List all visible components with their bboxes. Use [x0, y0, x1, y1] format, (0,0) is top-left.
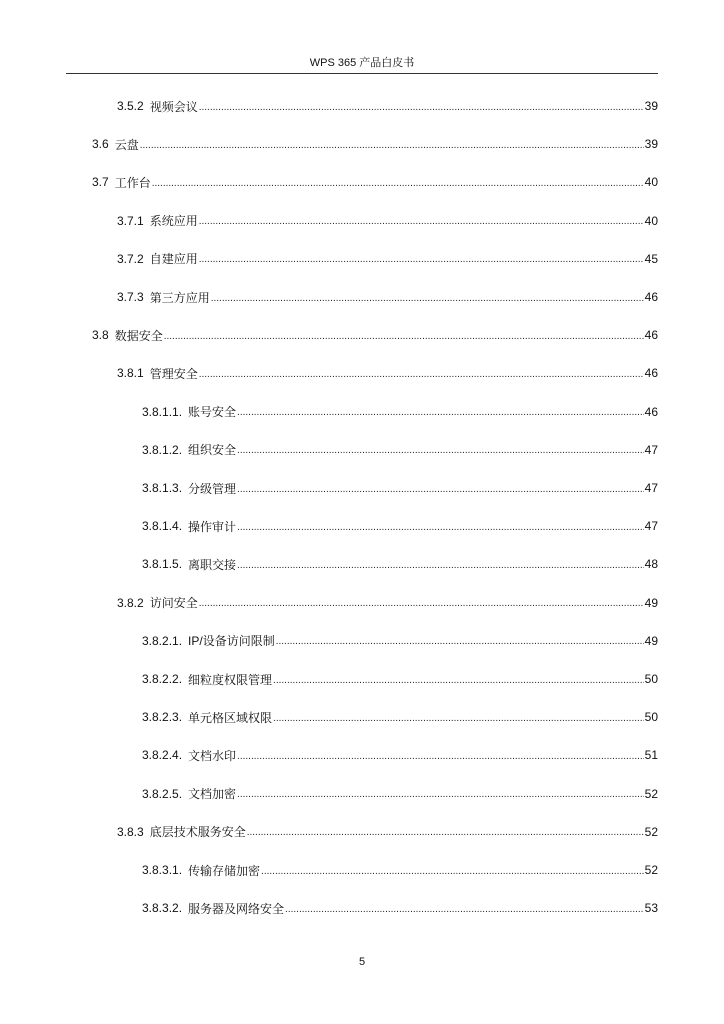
toc-entry[interactable]: [92, 173, 658, 191]
toc-entry-number: 3.8.1.3.: [142, 481, 183, 495]
dot-leader: [285, 904, 644, 915]
toc-entry-page: 52: [644, 824, 658, 839]
toc-entry-title: 第三方应用: [149, 290, 210, 305]
toc-entry-page: 52: [644, 786, 658, 801]
toc-entry[interactable]: [142, 861, 658, 879]
dot-leader: [237, 407, 644, 418]
toc-entry-title: 云盘: [114, 137, 139, 152]
toc-entry-page: 39: [644, 99, 658, 113]
toc-entry-number: 3.8: [92, 328, 109, 343]
dot-leader: [276, 636, 644, 647]
toc-entry[interactable]: [142, 632, 658, 650]
toc-entry[interactable]: [142, 555, 658, 573]
toc-entry-page: 40: [644, 213, 658, 228]
dot-leader: [199, 216, 644, 227]
toc-entry[interactable]: [92, 326, 658, 344]
dot-leader: [237, 560, 644, 571]
toc-entry[interactable]: [117, 364, 658, 382]
toc-entry-page: 46: [644, 366, 658, 381]
dot-leader: [261, 866, 644, 877]
dot-leader: [164, 331, 644, 342]
toc-entry-number: 3.8.1: [117, 366, 144, 381]
toc-entry[interactable]: [142, 670, 658, 688]
toc-entry-page: 40: [644, 175, 658, 190]
toc-entry-page: 46: [644, 290, 658, 304]
dot-leader: [237, 445, 644, 456]
toc-entry-page: 47: [644, 442, 658, 457]
toc-entry[interactable]: [117, 823, 658, 841]
toc-entry[interactable]: [117, 250, 658, 268]
dot-leader: [211, 293, 644, 304]
toc-entry-title: IP/设备访问限制: [188, 634, 275, 649]
toc-entry-title: 组织安全: [188, 443, 237, 458]
toc-entry-number: 3.8.1.5.: [142, 557, 183, 572]
toc-entry-title: 分级管理: [188, 481, 237, 496]
toc-entry-title: 自建应用: [149, 252, 198, 267]
toc-entry-title: 服务器及网络安全: [188, 901, 285, 916]
toc-entry[interactable]: [142, 403, 658, 421]
toc-entry-number: 3.8.2: [117, 595, 144, 610]
page-number: 5: [358, 956, 366, 968]
toc-entry-title: 底层技术服务安全: [149, 825, 246, 840]
dot-leader: [247, 827, 644, 838]
toc-entry-page: 48: [644, 557, 658, 572]
toc-entry-number: 3.8.3: [117, 824, 144, 839]
toc-entry-title: 视频会议: [149, 99, 198, 114]
toc-entry[interactable]: [142, 517, 658, 535]
toc-entry-page: 52: [644, 863, 658, 877]
toc-entry-page: 39: [644, 137, 658, 152]
dot-leader: [237, 522, 644, 533]
toc-entry-title: 文档加密: [188, 787, 237, 802]
toc-entry-page: 46: [644, 404, 658, 419]
toc-entry[interactable]: [117, 97, 658, 115]
toc-entry[interactable]: [142, 746, 658, 764]
toc-entry-number: 3.8.2.5.: [142, 786, 183, 801]
toc-entry-number: 3.8.2.2.: [142, 672, 183, 686]
toc-entry-number: 3.8.2.4.: [142, 748, 183, 763]
dot-leader: [199, 254, 644, 265]
header-divider: [66, 73, 658, 74]
dot-leader: [237, 751, 644, 762]
dot-leader: [140, 140, 644, 151]
toc-entry-number: 3.8.2.3.: [142, 710, 183, 725]
toc-entry[interactable]: [142, 441, 658, 459]
toc-entry[interactable]: [117, 212, 658, 230]
toc-entry-number: 3.6: [92, 137, 109, 152]
toc-entry-title: 访问安全: [149, 596, 198, 611]
toc-entry-page: 53: [644, 901, 658, 916]
toc-entry-title: 操作审计: [188, 519, 237, 534]
toc-entry-title: 管理安全: [149, 366, 198, 381]
toc-entry[interactable]: [142, 479, 658, 497]
toc-entry-title: 数据安全: [114, 328, 163, 343]
dot-leader: [273, 713, 644, 724]
toc-entry-title: 单元格区域权限: [188, 710, 273, 725]
toc-entry-number: 3.7: [92, 175, 109, 190]
toc-entry[interactable]: [117, 594, 658, 612]
toc-entry-page: 51: [644, 748, 658, 763]
toc-entry-title: 账号安全: [188, 405, 237, 420]
toc-entry[interactable]: [142, 708, 658, 726]
toc-entry-page: 49: [644, 595, 658, 610]
toc-entry-page: 46: [644, 328, 658, 343]
toc-entry-page: 47: [644, 481, 658, 495]
toc-entry-page: 50: [644, 672, 658, 686]
toc-entry-number: 3.7.3: [117, 290, 144, 304]
dot-leader: [152, 178, 644, 189]
toc-entry-title: 细粒度权限管理: [188, 672, 273, 687]
toc-entry[interactable]: [117, 288, 658, 306]
toc-entry-number: 3.8.2.1.: [142, 633, 183, 648]
toc-entry-number: 3.8.1.1.: [142, 404, 183, 419]
toc-entry-title: 文档水印: [188, 748, 237, 763]
toc-entry-page: 47: [644, 519, 658, 534]
toc-entry-title: 系统应用: [149, 214, 198, 229]
toc-entry-page: 49: [644, 633, 658, 648]
toc-entry-page: 50: [644, 710, 658, 725]
dot-leader: [273, 675, 644, 686]
toc-entry-title: 传输存储加密: [188, 863, 261, 878]
toc-entry[interactable]: [92, 135, 658, 153]
toc-entry-page: 45: [644, 251, 658, 266]
toc-entry-number: 3.7.1: [117, 213, 144, 228]
toc-entry-title: 工作台: [114, 175, 151, 190]
toc-entry-number: 3.5.2: [117, 99, 144, 113]
toc-entry-number: 3.8.1.4.: [142, 519, 183, 534]
toc-entry-number: 3.7.2: [117, 251, 144, 266]
toc-entry[interactable]: [142, 785, 658, 803]
toc-entry-title: 离职交接: [188, 557, 237, 572]
dot-leader: [199, 102, 644, 113]
toc-entry-number: 3.8.3.1.: [142, 863, 183, 877]
dot-leader: [199, 369, 644, 380]
dot-leader: [237, 789, 644, 800]
toc-entry[interactable]: [142, 899, 658, 917]
dot-leader: [199, 598, 644, 609]
page-header: WPS 365 产品白皮书: [309, 57, 415, 69]
toc-entry-number: 3.8.1.2.: [142, 442, 183, 457]
toc-entry-number: 3.8.3.2.: [142, 901, 183, 916]
dot-leader: [237, 484, 644, 495]
